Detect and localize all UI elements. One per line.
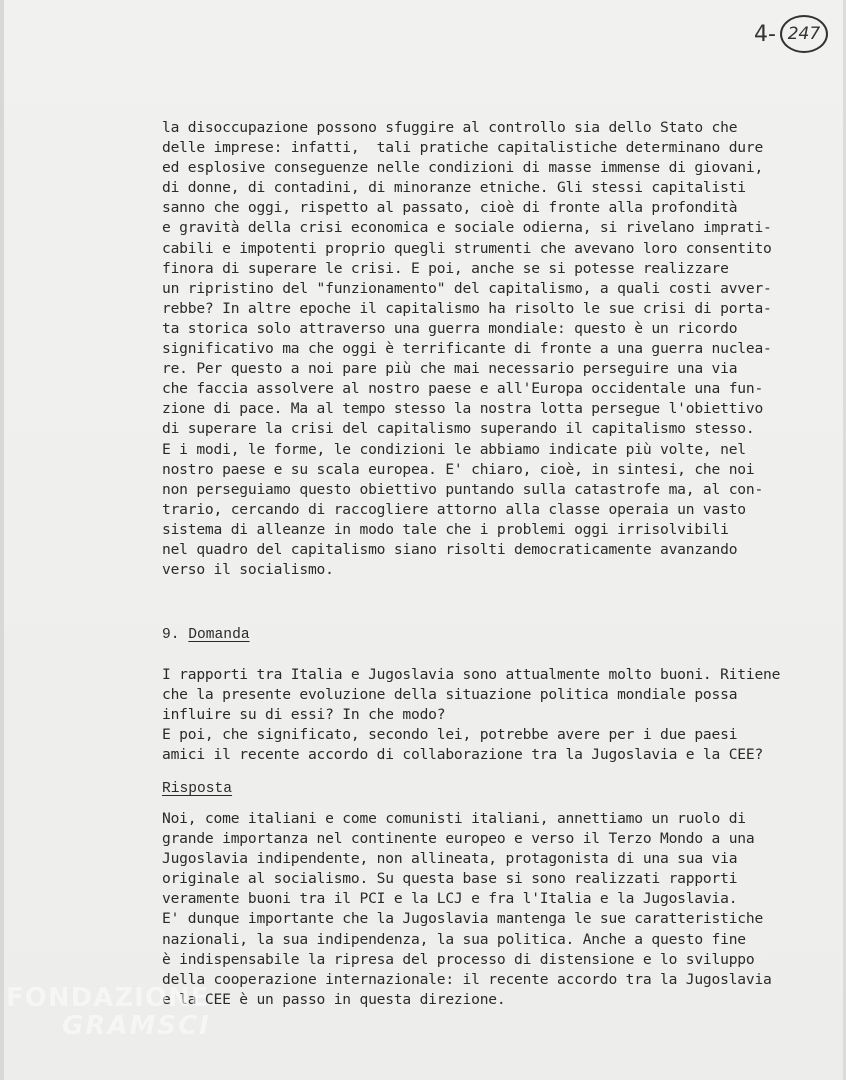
text-line: che la presente evoluzione della situazione politica mondiale possa bbox=[162, 686, 738, 704]
watermark-line-1: FONDAZIONE bbox=[6, 983, 210, 1013]
text-line: grande importanza nel continente europeo e verso il Terzo Mondo a una bbox=[162, 830, 755, 848]
text-line: sanno che oggi, rispetto al passato, cioè di fronte alla profondità bbox=[162, 199, 738, 217]
text-line: E poi, che significato, secondo lei, potrebbe avere per i due paesi bbox=[162, 726, 738, 744]
text-line: veramente buoni tra il PCI e la LCJ e fra l'Italia e la Jugoslavia. bbox=[162, 890, 738, 908]
text-line: Noi, come italiani e come comunisti italiani, annettiamo un ruolo di bbox=[162, 810, 746, 827]
text-line: delle imprese: infatti, tali pratiche capitalistiche determinano dure bbox=[162, 139, 764, 157]
text-line: non perseguiamo questo obiettivo puntando sulla catastrofe ma, al con- bbox=[162, 480, 764, 498]
text-line: nel quadro del capitalismo siano risolti democraticamente avanzando bbox=[162, 540, 738, 558]
text-line: amici il recente accordo di collaborazione tra la Jugoslavia e la CEE? bbox=[162, 746, 764, 764]
text-line: trario, cercando di raccogliere attorno alla classe operaia un vasto bbox=[162, 500, 746, 518]
page-edge-left bbox=[0, 0, 4, 1080]
text-line: è indispensabile la ripresa del processo di distensione e lo sviluppo bbox=[162, 950, 755, 968]
text-line: zione di pace. Ma al tempo stesso la nostra lotta persegue l'obiettivo bbox=[162, 400, 764, 418]
fondazione-gramsci-watermark bbox=[6, 984, 211, 1040]
question-label: Domanda bbox=[188, 627, 250, 643]
text-line: un ripristino del "funzionamento" del capitalismo, a quali costi avver- bbox=[162, 279, 772, 297]
question-heading bbox=[162, 625, 250, 645]
text-line: cabili e impotenti proprio quegli strumenti che avevano loro consentito bbox=[162, 239, 772, 257]
text-line: di superare la crisi del capitalismo superando il capitalismo stesso. bbox=[162, 420, 755, 438]
text-line: re. Per questo a noi pare più che mai necessario perseguire una via bbox=[162, 360, 738, 378]
text-line: Jugoslavia indipendente, non allineata, protagonista di una sua via bbox=[162, 850, 738, 868]
text-line: influire su di essi? In che modo? bbox=[162, 706, 446, 724]
answer-text bbox=[162, 809, 772, 1010]
text-line: la disoccupazione possono sfuggire al controllo sia dello Stato che bbox=[162, 119, 738, 136]
circled-page-number: 247 bbox=[780, 15, 828, 53]
text-line: ed esplosive conseguenze nelle condizioni di masse immense di giovani, bbox=[162, 159, 764, 177]
text-line: della cooperazione internazionale: il recente accordo tra la Jugoslavia bbox=[162, 970, 772, 988]
text-line: I rapporti tra Italia e Jugoslavia sono attualmente molto buoni. Ritiene bbox=[162, 666, 781, 683]
text-line: che faccia assolvere al nostro paese e all'Europa occidentale una fun- bbox=[162, 380, 764, 398]
text-line: verso il socialismo. bbox=[162, 561, 334, 579]
answer-heading bbox=[162, 779, 232, 799]
text-line: originale al socialismo. Su questa base si sono realizzati rapporti bbox=[162, 870, 738, 888]
text-line: finora di superare le crisi. E poi, anche se si potesse realizzare bbox=[162, 259, 729, 277]
text-line: ta storica solo attraverso una guerra mondiale: questo è un ricordo bbox=[162, 319, 738, 337]
text-line: e gravità della crisi economica e sociale odierna, si rivelano imprati- bbox=[162, 219, 772, 237]
text-line: E' dunque importante che la Jugoslavia mantenga le sue caratteristiche bbox=[162, 910, 764, 928]
text-line: sistema di alleanze in modo tale che i problemi oggi irrisolvibili bbox=[162, 520, 729, 538]
handwritten-page-number bbox=[754, 14, 828, 54]
page-number-prefix: 4- bbox=[754, 21, 776, 47]
paragraph-continuation bbox=[162, 118, 772, 580]
text-line: e la CEE è un passo in questa direzione. bbox=[162, 990, 506, 1008]
text-line: nazionali, la sua indipendenza, la sua politica. Anche a questo fine bbox=[162, 930, 746, 948]
text-line: significativo ma che oggi è terrificante di fronte a una guerra nuclea- bbox=[162, 340, 772, 358]
text-line: di donne, di contadini, di minoranze etniche. Gli stessi capitalisti bbox=[162, 179, 746, 197]
question-number: 9. bbox=[162, 627, 180, 643]
watermark-line-2: GRAMSCI bbox=[62, 1011, 211, 1041]
question-text bbox=[162, 665, 781, 765]
text-line: nostro paese e su scala europea. E' chiaro, cioè, in sintesi, che noi bbox=[162, 460, 755, 478]
text-line: E i modi, le forme, le condizioni le abbiamo indicate più volte, nel bbox=[162, 440, 746, 458]
text-line: rebbe? In altre epoche il capitalismo ha risolto le sue crisi di porta- bbox=[162, 299, 772, 317]
answer-label: Risposta bbox=[162, 781, 233, 797]
